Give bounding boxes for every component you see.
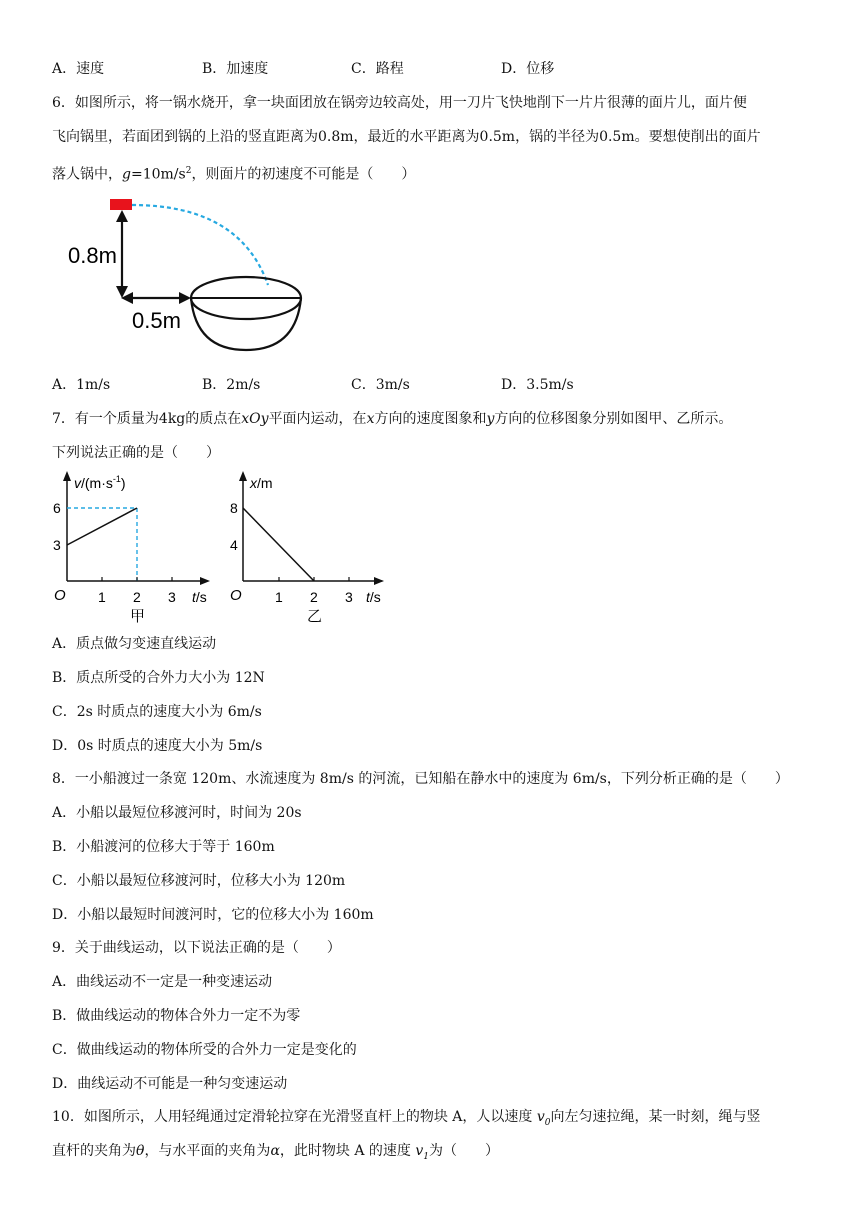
q6-option-b[interactable]: B．2m/s — [202, 377, 261, 393]
jia-velocity-line — [67, 508, 137, 545]
q7-option-d[interactable]: D．0s 时质点的速度大小为 5m/s — [52, 738, 263, 754]
q5-option-b[interactable]: B．加速度 — [202, 61, 269, 77]
jia-y-axis-arrow — [63, 471, 71, 481]
q7-graph-jia — [46, 468, 216, 628]
yi-xlabel: t/s — [366, 589, 381, 605]
q7-option-b[interactable]: B．质点所受的合外力大小为 12N — [52, 670, 265, 686]
q6-options — [52, 375, 812, 395]
q5-option-a[interactable]: A．速度 — [52, 61, 105, 77]
q7-option-a[interactable]: A．质点做匀变速直线运动 — [52, 636, 217, 652]
q10-stem-line1: 10．如图所示，人用轻绳通过定滑轮拉穿在光滑竖直杆上的物块 A，人以速度 $v_0$向左匀速拉绳，某一时刻，绳与竖 — [52, 1109, 761, 1128]
q5-option-d[interactable]: D．位移 — [501, 61, 555, 77]
q6-pot-figure — [60, 195, 320, 360]
horizontal-distance-label: 0.5m — [132, 308, 181, 333]
pot-bowl — [191, 298, 301, 350]
q8-option-c[interactable]: C．小船以最短位移渡河时，位移大小为 120m — [52, 873, 346, 889]
jia-xtick-label-2: 2 — [133, 589, 141, 605]
q5-options — [52, 59, 812, 79]
jia-ylabel: $v/(m\cdot s^{-1})$ — [74, 474, 126, 491]
q7-option-c[interactable]: C．2s 时质点的速度大小为 6m/s — [52, 704, 262, 720]
yi-caption: 乙 — [307, 608, 323, 625]
jia-origin: O — [54, 587, 66, 604]
q6-stem-line2: 飞向锅里，若面团到锅的上沿的竖直距离为0.8m，最近的水平距离为0.5m，锅的半径为0.5m。要想使削出的面片 — [52, 129, 761, 145]
yi-ytick-8: 8 — [230, 500, 238, 516]
jia-xtick-label-1: 1 — [98, 589, 106, 605]
q6-option-a[interactable]: A．1m/s — [52, 377, 111, 393]
yi-xtick-label-2: 2 — [310, 589, 318, 605]
q7-stem-line2: 下列说法正确的是（ ） — [52, 445, 220, 461]
yi-x-axis-arrow — [374, 577, 384, 585]
q6-stem-line1: 6．如图所示，将一锅水烧开，拿一块面团放在锅旁边较高处，用一刀片飞快地削下一片片很薄的面片儿，面片便 — [52, 95, 747, 111]
horizontal-arrow-head-right — [179, 292, 191, 304]
jia-xtick-label-3: 3 — [168, 589, 176, 605]
jia-ytick-3: 3 — [53, 537, 61, 553]
yi-xtick-label-3: 3 — [345, 589, 353, 605]
q8-stem: 8．一小船渡过一条宽 120m、水流速度为 8m/s 的河流，已知船在静水中的速度为 6m/s，下列分析正确的是（ ） — [52, 771, 789, 787]
yi-ylabel: x/m — [250, 475, 273, 491]
yi-y-axis-arrow — [239, 471, 247, 481]
q10-stem-line2: 直杆的夹角为θ，与水平面的夹角为α，此时物块 A 的速度 $v_1$为（ ） — [52, 1143, 500, 1162]
q5-option-c[interactable]: C．路程 — [351, 61, 404, 77]
yi-position-line — [243, 508, 314, 581]
yi-xtick-label-1: 1 — [275, 589, 283, 605]
jia-ytick-6: 6 — [53, 500, 61, 516]
yi-ytick-4: 4 — [230, 537, 238, 553]
q9-option-a[interactable]: A．曲线运动不一定是一种变速运动 — [52, 974, 273, 990]
q6-stem-line3: 落人锅中，$g=10m/s^2$，则面片的初速度不可能是（ ） — [52, 166, 416, 183]
jia-xlabel: t/s — [192, 589, 207, 605]
q9-option-c[interactable]: C．做曲线运动的物体所受的合外力一定是变化的 — [52, 1042, 357, 1058]
q9-option-b[interactable]: B．做曲线运动的物体合外力一定不为零 — [52, 1008, 301, 1024]
dough-block — [110, 199, 132, 210]
vertical-arrow-head-up — [116, 210, 128, 222]
trajectory-curve — [132, 205, 268, 285]
q9-option-d[interactable]: D．曲线运动不可能是一种匀变速运动 — [52, 1076, 288, 1092]
jia-x-axis-arrow — [200, 577, 210, 585]
q8-option-d[interactable]: D．小船以最短时间渡河时，它的位移大小为 160m — [52, 907, 374, 923]
q6-option-d[interactable]: D．3.5m/s — [501, 377, 574, 393]
q8-option-b[interactable]: B．小船渡河的位移大于等于 160m — [52, 839, 275, 855]
q9-stem: 9．关于曲线运动，以下说法正确的是（ ） — [52, 940, 341, 956]
yi-origin: O — [230, 587, 242, 604]
q7-graph-yi — [216, 468, 386, 628]
q8-option-a[interactable]: A．小船以最短位移渡河时，时间为 20s — [52, 805, 302, 821]
vertical-distance-label: 0.8m — [68, 243, 117, 268]
q6-option-c[interactable]: C．3m/s — [351, 377, 410, 393]
jia-caption: 甲 — [130, 608, 146, 625]
q7-stem-line1: 7．有一个质量为4kg的质点在xOy平面内运动，在x方向的速度图象和y方向的位移图象分别如图甲、乙所示。 — [52, 411, 733, 427]
